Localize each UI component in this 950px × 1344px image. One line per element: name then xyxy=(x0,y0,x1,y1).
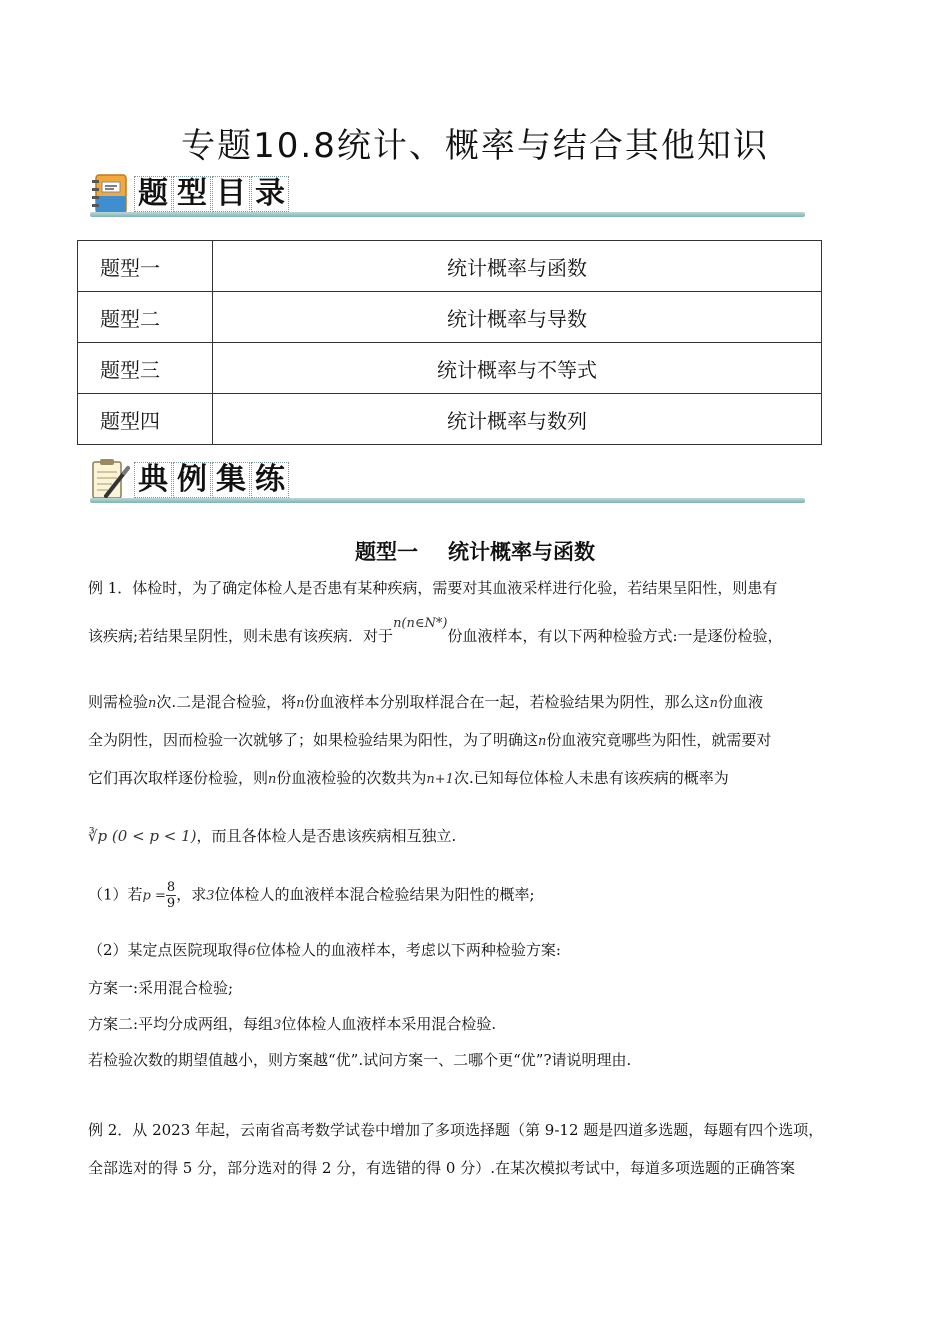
page-title: 专题10.8统计、概率与结合其他知识 xyxy=(181,126,769,166)
example2-line1: 例 2．从 2023 年起，云南省高考数学试卷中增加了多项选择题（第 9-12 题是四道多选题，每题有四个选项， xyxy=(88,1121,824,1139)
banner-char: 练 xyxy=(251,462,289,498)
toc-type: 题型二 xyxy=(78,292,213,343)
example1-question1: （1）若p = $\frac{8}{9}$ ，求3位体检人的血液样本混合检验结果为阳性的概率; xyxy=(88,880,535,911)
clipboard-pen-icon xyxy=(88,458,132,502)
example1-line6: ∛p (0 < p < 1)，而且各体检人是否患该疾病相互独立. xyxy=(88,827,457,845)
toc-banner-label xyxy=(134,176,290,210)
toc-type: 题型一 xyxy=(78,241,213,292)
table-row xyxy=(78,292,822,343)
fraction-8-9: $\frac{8}{9}$ xyxy=(166,880,176,911)
toc-topic: 统计概率与不等式 xyxy=(213,343,822,394)
banner-char: 集 xyxy=(212,462,250,498)
table-row xyxy=(78,241,822,292)
table-row xyxy=(78,343,822,394)
toc-topic: 统计概率与数列 xyxy=(213,394,822,445)
math-n-in-N: n(n∈N*) xyxy=(393,616,448,631)
example1-plan1: 方案一:采用混合检验; xyxy=(88,979,234,997)
notebook-icon xyxy=(88,172,132,216)
example2-line2: 全部选对的得 5 分，部分选对的得 2 分，有选错的得 0 分）.在某次模拟考试中，每道多项选题的正确答案 xyxy=(88,1159,796,1177)
banner-underline xyxy=(90,212,805,217)
banner-char: 题 xyxy=(134,176,172,212)
example1-last-line: 若检验次数的期望值越小，则方案越“优”.试问方案一、二哪个更“优”?请说明理由. xyxy=(88,1051,632,1069)
toc-type: 题型三 xyxy=(78,343,213,394)
examples-banner-label xyxy=(134,462,290,496)
banner-char: 目 xyxy=(212,176,250,212)
toc-type: 题型四 xyxy=(78,394,213,445)
example1-question2: （2）某定点医院现取得6位体检人的血液样本，考虑以下两种检验方案: xyxy=(88,941,561,959)
banner-char: 型 xyxy=(173,176,211,212)
example1-plan2: 方案二:平均分成两组，每组3位体检人血液样本采用混合检验. xyxy=(88,1015,497,1033)
toc-table xyxy=(77,240,822,445)
banner-underline xyxy=(90,498,805,503)
math-cube-root-p: ∛p (0 < p < 1) xyxy=(88,827,197,845)
section-heading xyxy=(0,536,950,566)
example1-line3: 则需检验n次.二是混合检验，将n份血液样本分别取样混合在一起，若检验结果为阴性，那么这n份血液 xyxy=(88,693,763,711)
math-n-plus-1: n+1 xyxy=(426,772,454,787)
banner-char: 典 xyxy=(134,462,172,498)
example1-line5: 它们再次取样逐份检验，则n份血液检验的次数共为n+1次.已知每位体检人未患有该疾病的概率为 xyxy=(88,769,729,787)
toc-topic: 统计概率与导数 xyxy=(213,292,822,343)
banner-char: 例 xyxy=(173,462,211,498)
banner-char: 录 xyxy=(251,176,289,212)
example1-line1: 例 1．体检时，为了确定体检人是否患有某种疾病，需要对其血液采样进行化验，若结果呈阳性，则患有 xyxy=(88,579,778,597)
example1-line4: 全为阴性，因而检验一次就够了；如果检验结果为阳性，为了明确这n份血液究竟哪些为阳性，就需要对 xyxy=(88,731,772,749)
example1-line2: 该疾病;若结果呈阴性，则未患有该疾病．对于n(n∈N*)份血液样本，有以下两种检验方式:一是逐份检验， xyxy=(88,616,783,645)
toc-topic: 统计概率与函数 xyxy=(213,241,822,292)
section-type: 题型一 xyxy=(355,540,418,564)
table-row xyxy=(78,394,822,445)
section-topic: 统计概率与函数 xyxy=(448,540,595,564)
